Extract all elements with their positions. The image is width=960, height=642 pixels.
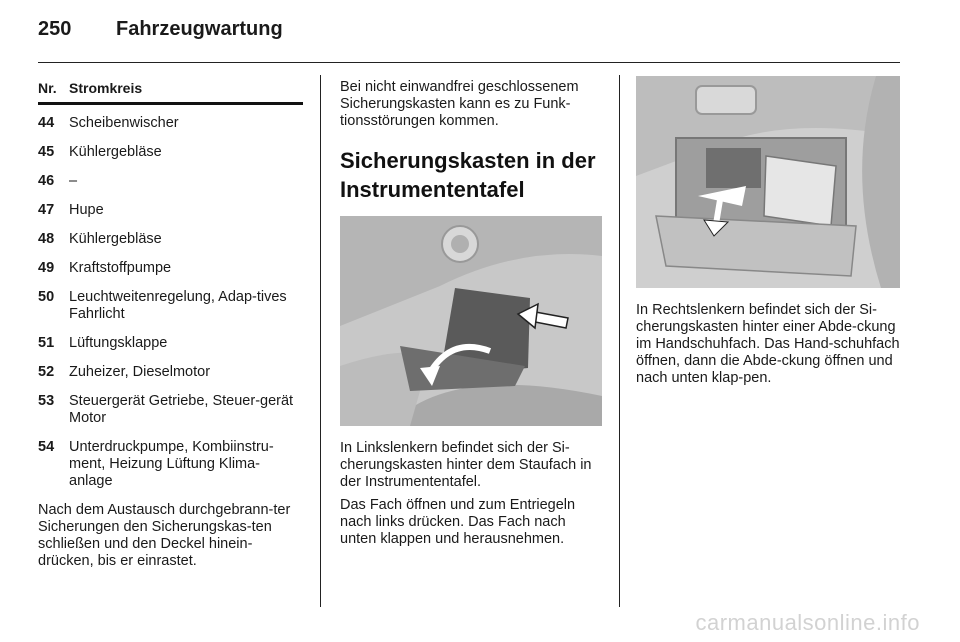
page-number: 250 [38, 18, 72, 40]
fuse-table-body [38, 115, 303, 490]
chapter-title: Fahrzeugwartung [116, 18, 283, 40]
glovebox-fusebox-column [636, 76, 902, 387]
fusebox-lhd-illustration [340, 216, 602, 426]
fuse-replacement-note: Nach dem Austausch durchgebrann-ter Sicherungen den Sicherungskas-ten schließen und den Deckel hinein-drücken, bis er einrastet. [38, 502, 291, 569]
fusebox-rhd-illustration [636, 76, 900, 288]
fuse-circuit: Scheibenwischer [69, 115, 179, 131]
fuse-table-column [38, 80, 303, 570]
fuse-circuit: – [69, 173, 78, 189]
fuse-row [38, 393, 303, 427]
fuse-circuit: Leuchtweitenregelung, Adap-tives Fahrlicht [69, 289, 287, 322]
fuse-row [38, 115, 303, 132]
fuse-circuit: Steuergerät Getriebe, Steuer-gerät Motor [69, 393, 294, 426]
rhd-location-text: In Rechtslenkern befindet sich der Si-cherungskasten hinter einer Abde-ckung im Handschuhfach. Das Hand-schuhfach öffnen, dann die Abde-ckung öffnen und nach unten klap-pen. [636, 302, 900, 386]
header-rule [38, 62, 900, 63]
fuse-row [38, 173, 303, 190]
column-divider [619, 75, 620, 607]
page-header [38, 18, 908, 48]
fuse-number: 49 [38, 260, 55, 276]
column-divider [320, 75, 321, 607]
fuse-row [38, 289, 303, 323]
fuse-number: 45 [38, 144, 55, 160]
fuse-table-header [38, 80, 303, 98]
fuse-row [38, 260, 303, 277]
fuse-circuit: Kühlergebläse [69, 231, 162, 247]
fuse-number: 52 [38, 364, 55, 380]
fuse-number: 44 [38, 115, 55, 131]
dashboard-fusebox-column [340, 79, 605, 554]
fuse-row [38, 439, 303, 490]
fuse-circuit: Hupe [69, 202, 104, 218]
table-header-rule [38, 102, 303, 105]
fuse-number: 46 [38, 173, 55, 189]
section-heading: Sicherungskasten in der Instrumententafel [340, 148, 596, 202]
fuse-number: 51 [38, 335, 55, 351]
fuse-number: 54 [38, 439, 55, 455]
malfunction-note: Bei nicht einwandfrei geschlossenem Sicherungskasten kann es zu Funk-tionsstörungen kommen. [340, 79, 579, 129]
fuse-circuit: Kühlergebläse [69, 144, 162, 160]
fuse-number: 50 [38, 289, 55, 305]
fuse-row [38, 144, 303, 161]
fuse-circuit: Kraftstoffpumpe [69, 260, 172, 276]
watermark: carmanualsonline.info [695, 610, 920, 635]
fuse-row [38, 364, 303, 381]
fuse-row [38, 231, 303, 248]
fuse-number: 47 [38, 202, 55, 218]
lhd-location-text: In Linkslenkern befindet sich der Si-cherungskasten hinter dem Staufach in der Instrumententafel. [340, 440, 592, 490]
fuse-circuit: Lüftungsklappe [69, 335, 168, 351]
fuse-row [38, 202, 303, 219]
fuse-circuit: Unterdruckpumpe, Kombiinstru-ment, Heizung Lüftung Klima-anlage [69, 439, 274, 489]
col-header-circuit: Stromkreis [69, 80, 143, 96]
fuse-number: 53 [38, 393, 55, 409]
removal-instructions: Das Fach öffnen und zum Entriegeln nach links drücken. Das Fach nach unten klappen und herausnehmen. [340, 497, 576, 547]
fuse-row [38, 335, 303, 352]
fuse-circuit: Zuheizer, Dieselmotor [69, 364, 211, 380]
col-header-nr: Nr. [38, 80, 57, 96]
fuse-number: 48 [38, 231, 55, 247]
